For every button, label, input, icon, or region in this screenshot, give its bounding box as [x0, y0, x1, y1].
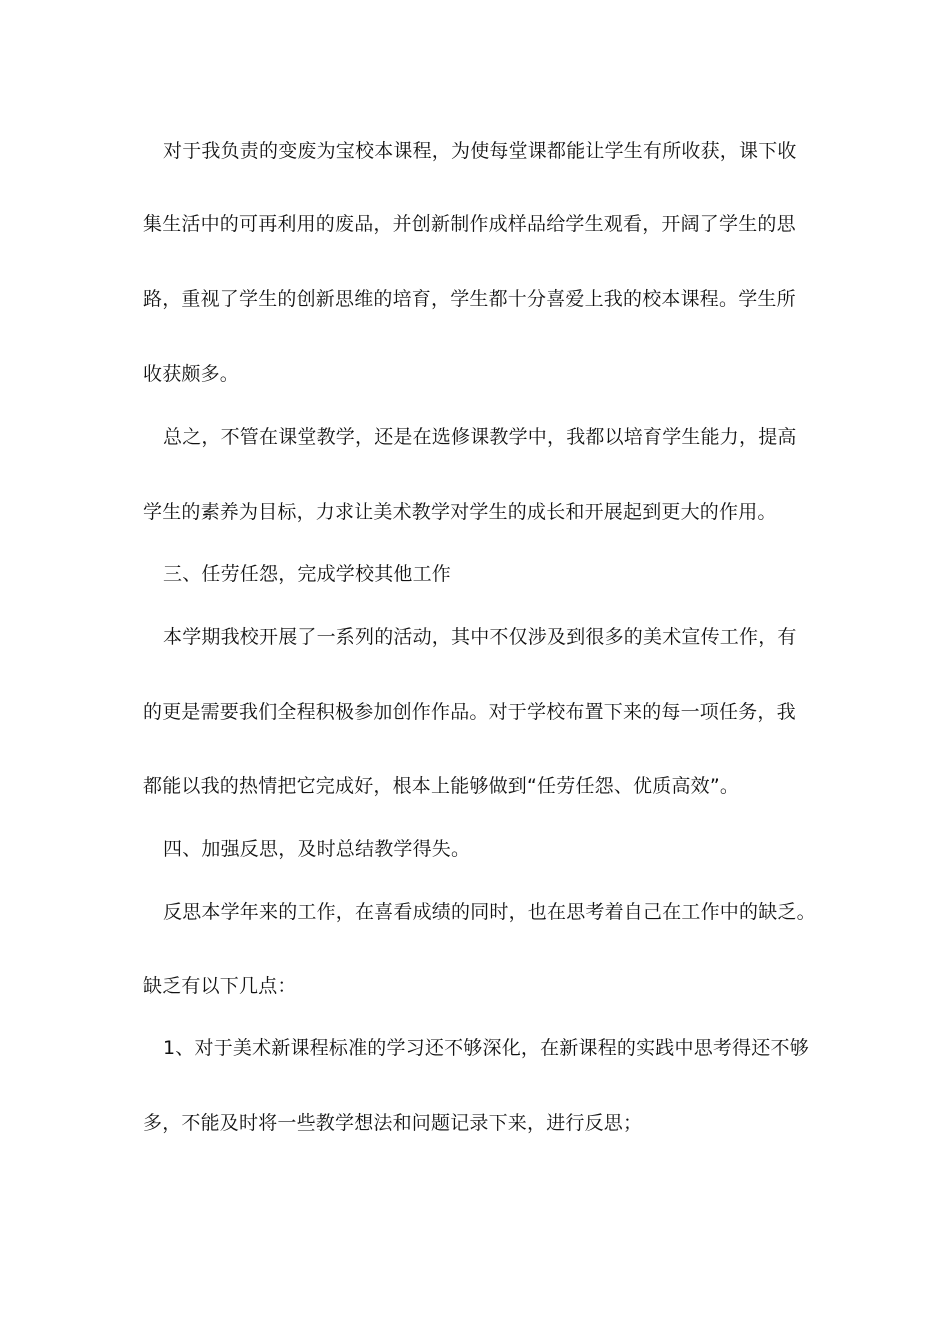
section-heading: 四、加强反思，及时总结教学得失。	[163, 838, 471, 860]
paragraph-line: 缺乏有以下几点：	[143, 975, 297, 997]
list-item-line: 多，不能及时将一些教学想法和问题记录下来，进行反思；	[143, 1112, 643, 1134]
paragraph-line: 的更是需要我们全程积极参加创作作品。对于学校布置下来的每一项任务，我	[143, 701, 796, 723]
paragraph-line: 总之，不管在课堂教学，还是在选修课教学中，我都以培育学生能力，提高	[163, 426, 797, 448]
paragraph-line: 集生活中的可再利用的废品，并创新制作成样品给学生观看，开阔了学生的思	[143, 213, 796, 235]
list-item-line: 1、对于美术新课程标准的学习还不够深化，在新课程的实践中思考得还不够	[163, 1037, 809, 1059]
paragraph-line: 都能以我的热情把它完成好，根本上能够做到“任劳任怨、优质高效”。	[143, 775, 740, 797]
paragraph-line: 路，重视了学生的创新思维的培育，学生都十分喜爱上我的校本课程。学生所	[143, 288, 796, 310]
section-heading: 三、任劳任怨，完成学校其他工作	[163, 563, 452, 585]
paragraph-line: 收获颇多。	[143, 363, 240, 385]
paragraph-line: 对于我负责的变废为宝校本课程，为使每堂课都能让学生有所收获，课下收	[163, 140, 797, 162]
paragraph-line: 学生的素养为目标，力求让美术教学对学生的成长和开展起到更大的作用。	[143, 501, 777, 523]
paragraph-line: 反思本学年来的工作，在喜看成绩的同时，也在思考着自己在工作中的缺乏。	[163, 901, 816, 923]
paragraph-line: 本学期我校开展了一系列的活动，其中不仅涉及到很多的美术宣传工作，有	[163, 626, 797, 648]
